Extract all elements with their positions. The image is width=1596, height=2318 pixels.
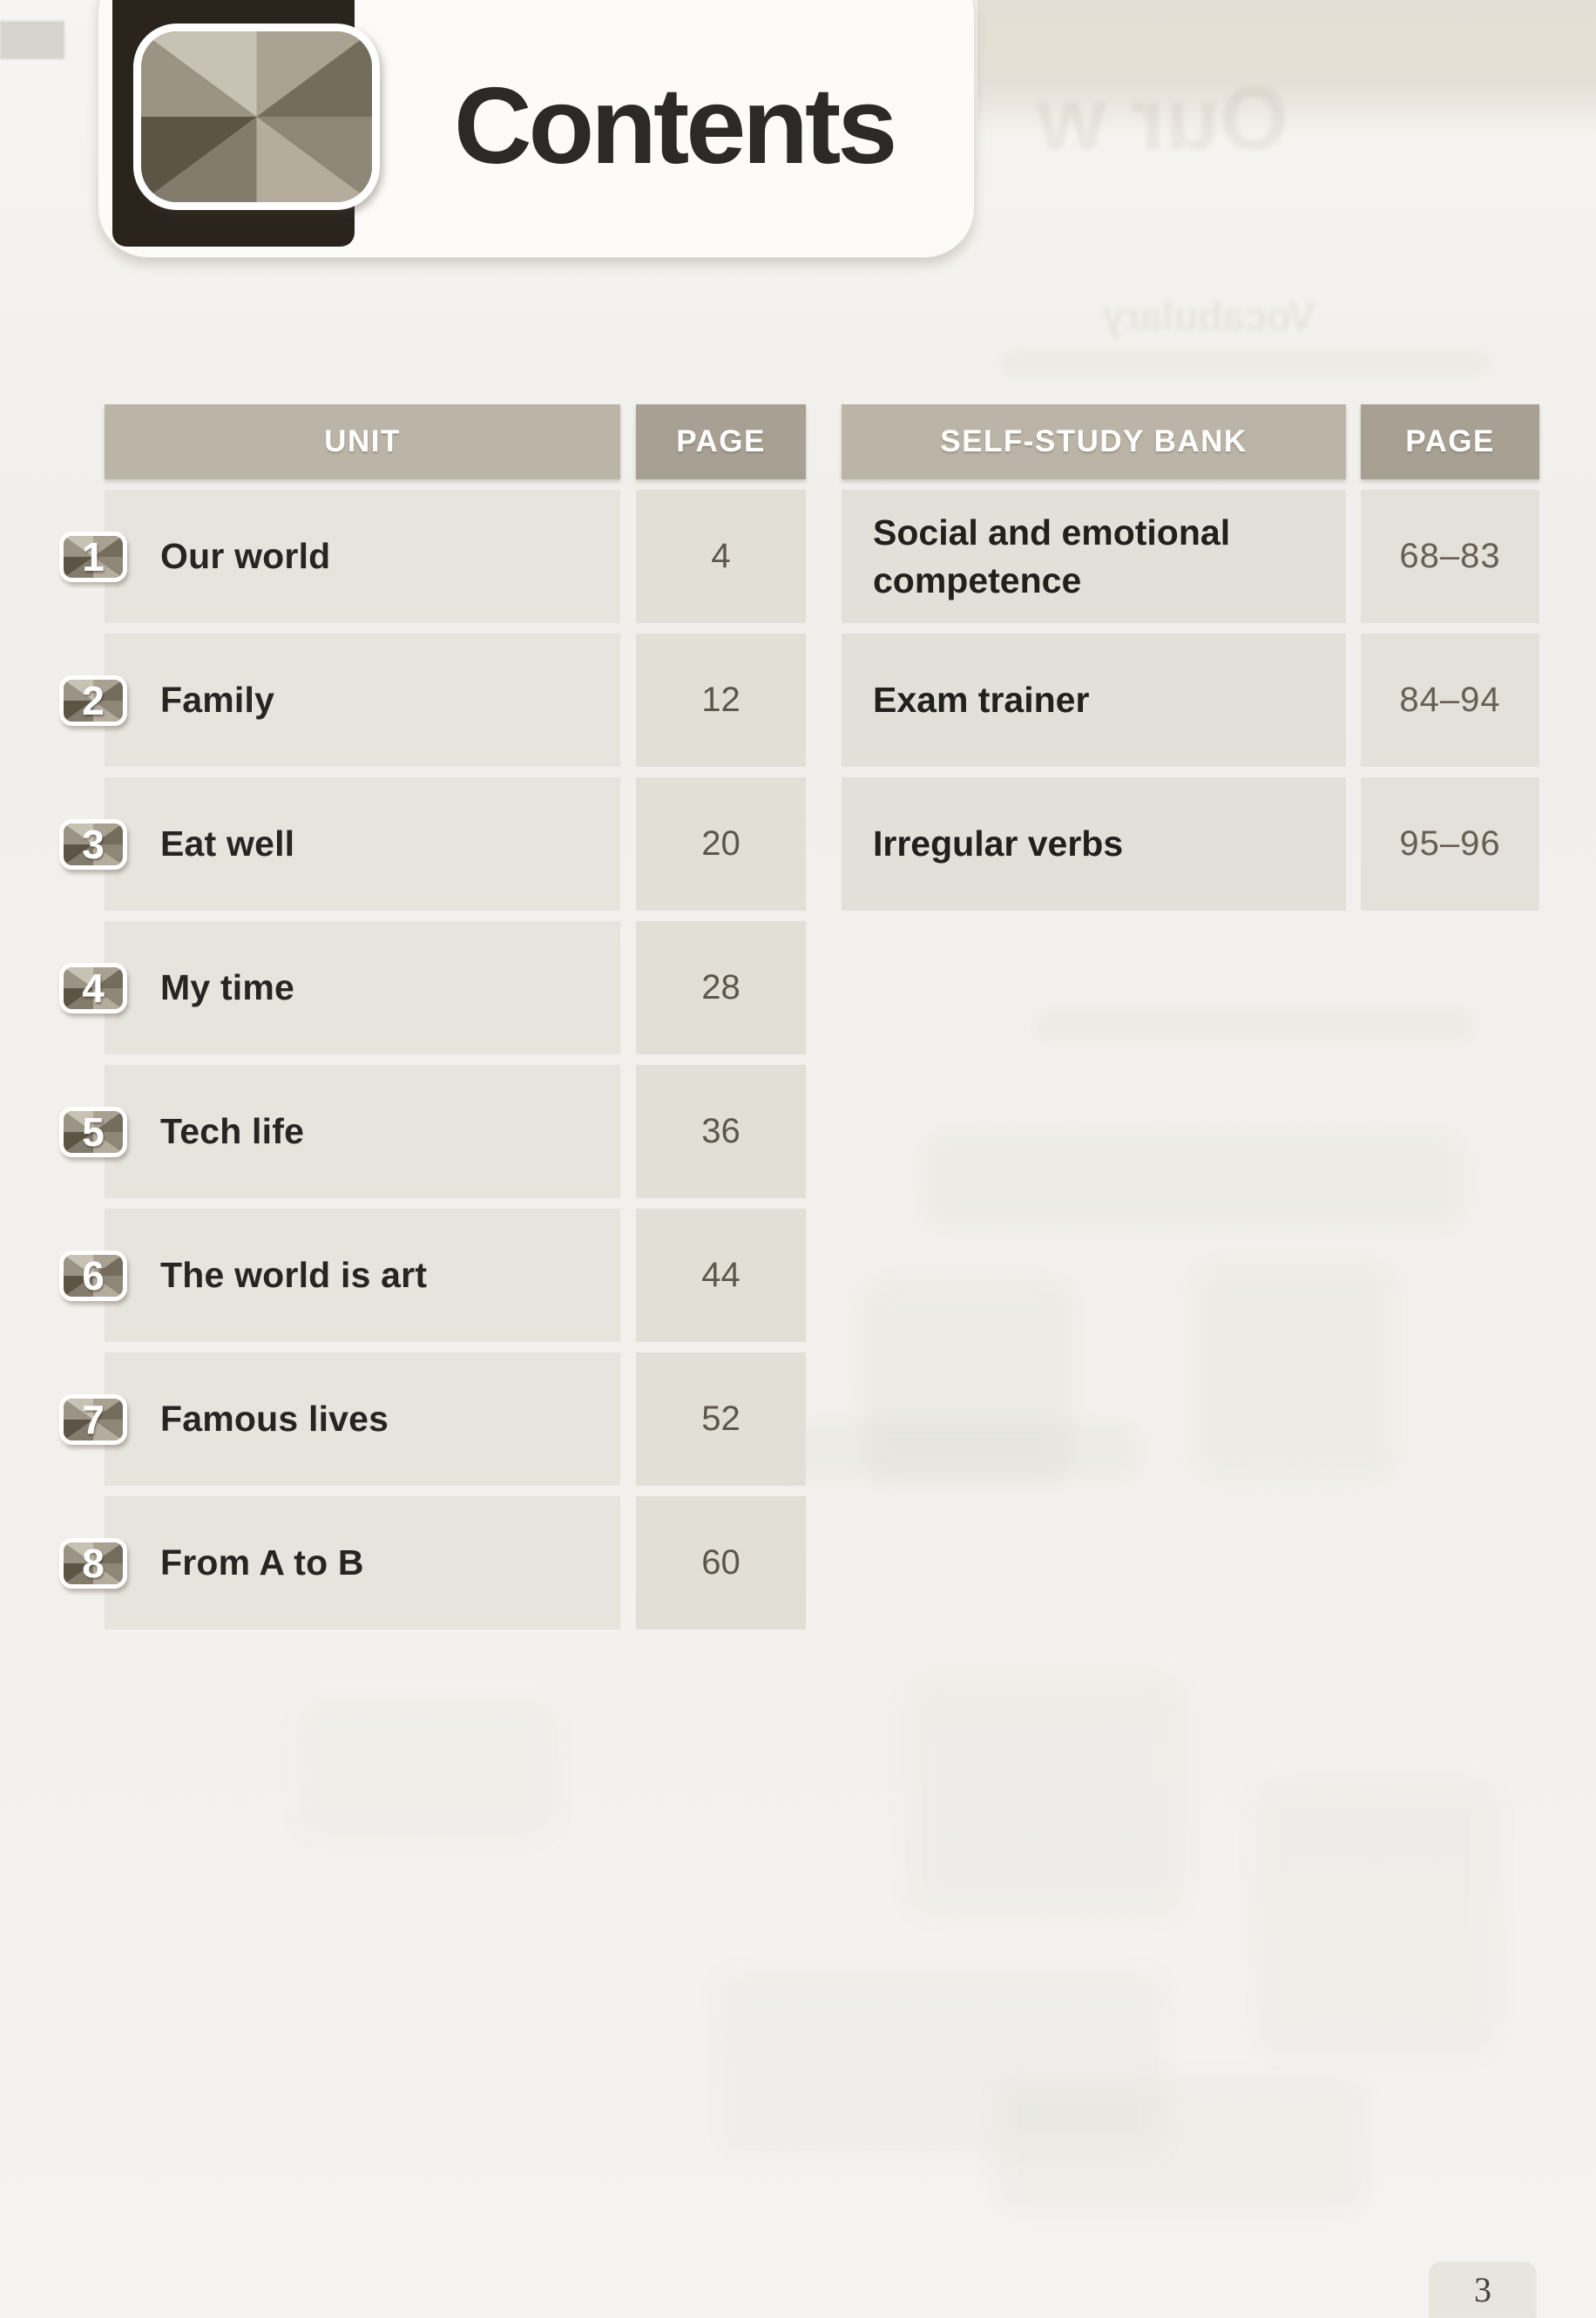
unit-number-icon: [59, 1538, 127, 1589]
unit-page-number: 36: [701, 1112, 741, 1150]
self-study-cell: [842, 634, 1346, 767]
self-study-page-range: 68–83: [1399, 537, 1501, 575]
unit-cell: [82, 1209, 620, 1342]
self-study-page-cell: [1361, 777, 1539, 911]
bleed-smudge: [1194, 1264, 1394, 1481]
self-study-row: [842, 490, 1539, 623]
unit-page-number: 12: [701, 681, 741, 719]
unit-cell: [82, 490, 620, 623]
unit-number: 6: [82, 1252, 105, 1298]
bleed-smudge: [906, 1673, 1185, 1917]
unit-title: Eat well: [160, 824, 295, 864]
unit-title: Family: [160, 680, 275, 720]
unit-cell: [82, 634, 620, 767]
unit-page-cell: [636, 921, 806, 1054]
self-study-header-row: [842, 404, 1539, 479]
self-study-page-cell: [1361, 634, 1539, 767]
self-study-column-header: SELF-STUDY BANK: [842, 404, 1346, 479]
unit-number: 3: [82, 821, 105, 867]
self-study-page-cell: [1361, 490, 1539, 623]
unit-toc-table: [82, 404, 806, 1640]
unit-number: 2: [82, 677, 105, 723]
self-study-title: Irregular verbs: [873, 824, 1124, 864]
bleed-smudge: [1002, 350, 1490, 376]
scan-top-shading: [977, 0, 1596, 138]
ghost-vocabulary-text: Vocabulary: [1102, 294, 1315, 339]
unit-table-row: [82, 1065, 806, 1198]
unit-column-header: UNIT: [105, 404, 620, 479]
unit-title: The world is art: [160, 1255, 428, 1295]
unit-cell: [82, 1065, 620, 1198]
unit-page-cell: [636, 634, 806, 767]
unit-page-number: 60: [701, 1543, 741, 1582]
page-column-header: PAGE: [636, 404, 806, 479]
bleed-smudge: [1254, 1778, 1498, 2057]
self-study-page-range: 84–94: [1399, 681, 1501, 719]
unit-cell: [82, 777, 620, 911]
unit-title: Tech life: [160, 1111, 305, 1151]
bleed-smudge: [767, 1420, 1141, 1481]
unit-title: From A to B: [160, 1542, 364, 1583]
unit-page-number: 52: [701, 1400, 741, 1438]
unit-page-number: 20: [701, 824, 741, 863]
unit-number-icon: [59, 675, 127, 726]
unit-number-icon: [59, 532, 127, 582]
bleed-smudge: [993, 2074, 1368, 2213]
page-number: 3: [1474, 2269, 1491, 2309]
unit-page-cell: [636, 1496, 806, 1630]
self-study-table-body: [842, 490, 1539, 911]
unit-number-icon: [59, 1107, 127, 1157]
unit-cell: [82, 1352, 620, 1486]
unit-table-row: [82, 634, 806, 767]
scan-edge-patch: [0, 21, 64, 59]
unit-page-number: 4: [711, 537, 731, 575]
unit-number: 5: [82, 1108, 105, 1155]
unit-title: Famous lives: [160, 1399, 389, 1439]
unit-cell: [82, 921, 620, 1054]
bleed-smudge: [296, 1699, 558, 1839]
unit-title: My time: [160, 967, 295, 1007]
page-title: Contents: [454, 66, 895, 186]
unit-number: 8: [82, 1540, 105, 1586]
unit-table-row: [82, 777, 806, 911]
self-study-toc-table: [842, 404, 1539, 921]
unit-number: 7: [82, 1396, 105, 1442]
unit-number: 4: [82, 965, 105, 1011]
unit-table-row: [82, 490, 806, 623]
unit-page-number: 44: [701, 1256, 741, 1294]
unit-table-row: [82, 1352, 806, 1486]
page-column-header: PAGE: [1361, 404, 1539, 479]
contents-header-card: [98, 0, 975, 258]
unit-page-cell: [636, 1352, 806, 1486]
unit-table-header-row: [105, 404, 806, 479]
unit-page-cell: [636, 1065, 806, 1198]
self-study-row: [842, 634, 1539, 767]
unit-number-icon: [59, 819, 127, 870]
pinwheel-tv-logo: [133, 24, 380, 210]
unit-page-cell: [636, 490, 806, 623]
self-study-cell: [842, 490, 1346, 623]
self-study-title: Exam trainer: [873, 680, 1090, 721]
unit-table-row: [82, 1496, 806, 1630]
bleed-smudge: [862, 1281, 1072, 1481]
self-study-cell: [842, 777, 1346, 911]
bleed-smudge: [923, 1133, 1464, 1229]
unit-number-icon: [59, 963, 127, 1013]
page-number-tab: [1429, 2260, 1537, 2318]
unit-page-cell: [636, 1209, 806, 1342]
unit-page-number: 28: [701, 968, 741, 1006]
unit-title: Our world: [160, 536, 331, 576]
self-study-page-range: 95–96: [1399, 824, 1501, 863]
unit-number-icon: [59, 1394, 127, 1445]
bleed-smudge: [714, 1969, 1167, 2161]
unit-page-cell: [636, 777, 806, 911]
unit-table-row: [82, 1209, 806, 1342]
unit-table-row: [82, 921, 806, 1054]
unit-cell: [82, 1496, 620, 1630]
bleed-smudge: [1037, 1011, 1472, 1040]
unit-table-body: [82, 490, 806, 1630]
unit-number: 1: [82, 533, 105, 580]
self-study-row: [842, 777, 1539, 911]
unit-number-icon: [59, 1250, 127, 1301]
self-study-title: Social and emotional competence: [873, 512, 1231, 600]
